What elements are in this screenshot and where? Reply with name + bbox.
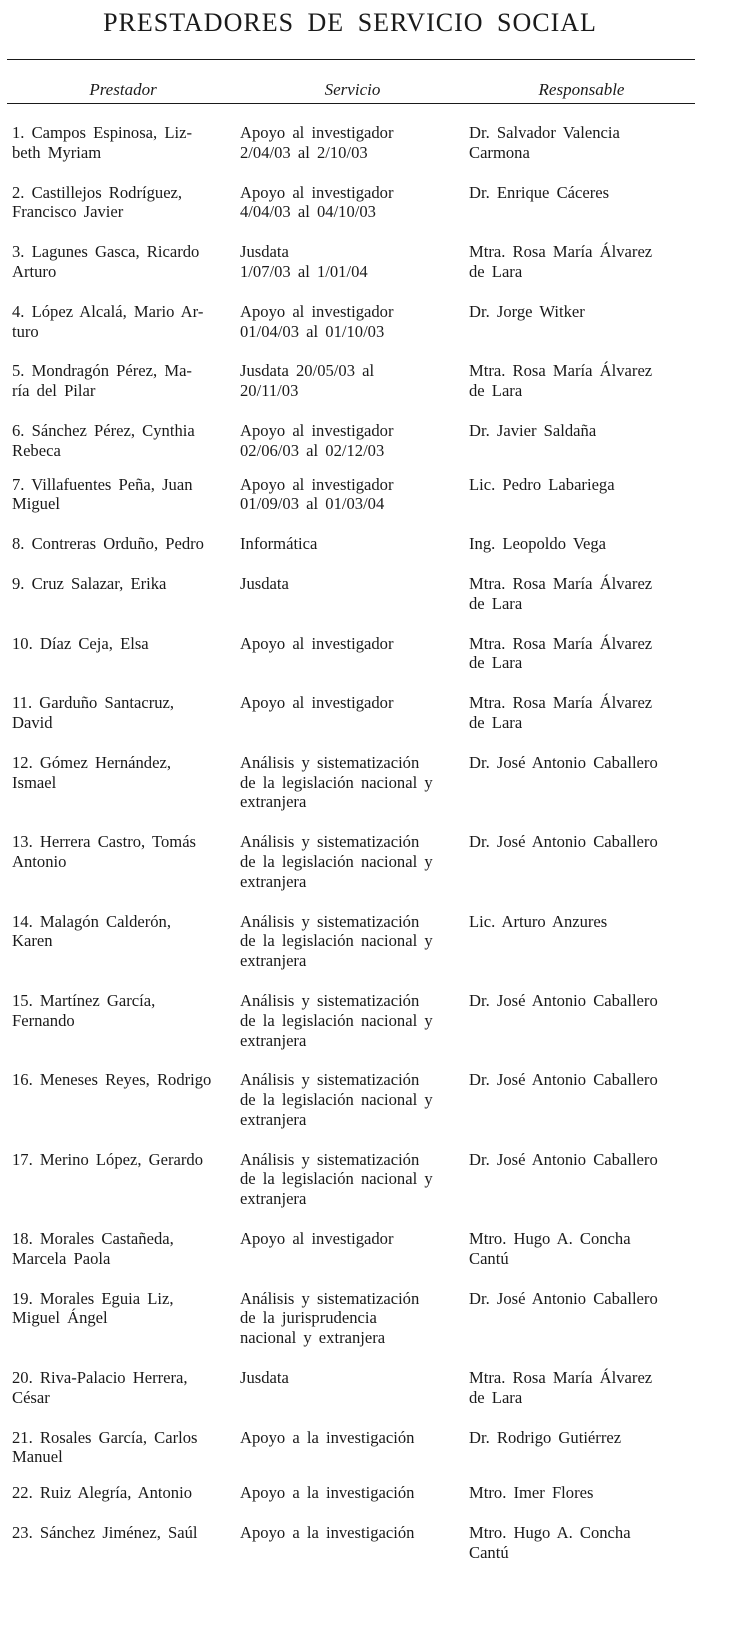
cell-prestador: 17. Merino López, Gerardo [12,1149,204,1169]
cell-prestador: 19. Morales Eguia Liz, Miguel Ángel [12,1288,174,1328]
table-row [0,123,735,163]
cell-responsable: Dr. Jorge Witker [469,301,585,321]
cell-servicio: Apoyo al investigador [240,1229,394,1249]
cell-servicio: Apoyo al investigador 01/09/03 al 01/03/04 [240,474,394,514]
table-row [0,832,735,891]
cell-responsable: Dr. José Antonio Caballero [469,752,658,772]
table-row [0,421,735,461]
cell-responsable: Dr. José Antonio Caballero [469,1288,658,1308]
cell-responsable: Mtra. Rosa María Álvarez de Lara [469,361,653,401]
cell-servicio: Apoyo al investigador 01/04/03 al 01/10/03 [240,301,394,341]
cell-prestador: 3. Lagunes Gasca, Ricardo Arturo [12,242,200,281]
cell-prestador: 16. Meneses Reyes, Rodrigo [12,1070,212,1090]
table-row [0,361,735,401]
table-row [0,693,735,733]
table-row [0,1229,735,1269]
cell-servicio: Jusdata [240,1368,289,1388]
cell-servicio: Jusdata 1/07/03 al 1/01/04 [240,242,368,281]
cell-prestador: 23. Sánchez Jiménez, Saúl [12,1523,198,1543]
column-header-prestador: Prestador [89,80,157,99]
table-row [0,991,735,1050]
cell-responsable: Dr. Javier Saldaña [469,420,597,440]
cell-servicio: Análisis y sistematización de la legislación nacional y extranjera [240,752,433,812]
cell-prestador: 22. Ruiz Alegría, Antonio [12,1483,192,1503]
table-row [0,753,735,812]
cell-servicio: Jusdata [240,573,289,593]
table-row [0,634,735,674]
cell-responsable: Mtro. Hugo A. Concha Cantú [469,1523,631,1562]
cell-prestador: 7. Villafuentes Peña, Juan Miguel [12,474,193,514]
cell-responsable: Dr. José Antonio Caballero [469,1070,658,1090]
cell-prestador: 5. Mondragón Pérez, Ma- ría del Pilar [12,361,192,401]
cell-prestador: 9. Cruz Salazar, Erika [12,573,167,593]
cell-responsable: Dr. Rodrigo Gutiérrez [469,1427,622,1447]
cell-responsable: Mtra. Rosa María Álvarez de Lara [469,693,653,732]
cell-servicio: Análisis y sistematización de la legislación nacional y extranjera [240,832,433,891]
cell-servicio: Jusdata 20/05/03 al 20/11/03 [240,361,375,401]
cell-responsable: Dr. José Antonio Caballero [469,1149,658,1169]
cell-responsable: Mtra. Rosa María Álvarez de Lara [469,1368,653,1407]
table-row [0,242,735,282]
cell-responsable: Mtro. Hugo A. Concha Cantú [469,1229,631,1268]
cell-responsable: Lic. Arturo Anzures [469,911,608,931]
column-header-responsable: Responsable [538,80,625,99]
cell-responsable: Dr. José Antonio Caballero [469,832,658,852]
table-row [0,475,735,515]
cell-servicio: Análisis y sistematización de la legislación nacional y extranjera [240,990,433,1050]
cell-prestador: 4. López Alcalá, Mario Ar- turo [12,301,204,341]
cell-prestador: 10. Díaz Ceja, Elsa [12,633,149,653]
header-rule [7,103,695,104]
cell-responsable: Mtra. Rosa María Álvarez de Lara [469,242,653,281]
cell-responsable: Dr. Enrique Cáceres [469,182,610,202]
table-row [0,302,735,342]
cell-servicio: Apoyo al investigador 2/04/03 al 2/10/03 [240,123,394,162]
cell-responsable: Mtra. Rosa María Álvarez de Lara [469,573,653,613]
column-header-servicio: Servicio [324,80,381,99]
cell-prestador: 15. Martínez García, Fernando [12,990,156,1030]
cell-servicio: Análisis y sistematización de la legislación nacional y extranjera [240,1149,433,1209]
cell-prestador: 20. Riva-Palacio Herrera, César [12,1368,188,1407]
table-row [0,574,735,614]
top-rule [7,59,695,60]
table-row [0,1150,735,1209]
cell-prestador: 8. Contreras Orduño, Pedro [12,534,204,554]
cell-servicio: Análisis y sistematización de la jurisprudencia nacional y extranjera [240,1288,420,1348]
cell-prestador: 21. Rosales García, Carlos Manuel [12,1427,198,1467]
cell-servicio: Apoyo a la investigación [240,1427,415,1447]
cell-responsable: Mtro. Imer Flores [469,1483,594,1503]
cell-prestador: 2. Castillejos Rodríguez, Francisco Javier [12,182,183,222]
cell-prestador: 14. Malagón Calderón, Karen [12,911,171,951]
table-row [0,1483,735,1503]
table-row [0,1428,735,1468]
cell-prestador: 18. Morales Castañeda, Marcela Paola [12,1229,174,1268]
cell-responsable: Dr. José Antonio Caballero [469,990,658,1010]
cell-servicio: Análisis y sistematización de la legislación nacional y extranjera [240,911,433,971]
cell-servicio: Apoyo al investigador [240,693,394,713]
table-body [0,123,735,1563]
table-row [0,1368,735,1408]
table-row [0,912,735,971]
cell-responsable: Ing. Leopoldo Vega [469,534,607,554]
cell-responsable: Mtra. Rosa María Álvarez de Lara [469,633,653,673]
cell-servicio: Apoyo al investigador 4/04/03 al 04/10/03 [240,182,394,222]
cell-servicio: Informática [240,534,318,554]
cell-prestador: 12. Gómez Hernández, Ismael [12,752,171,792]
cell-servicio: Apoyo al investigador [240,633,394,653]
cell-servicio: Apoyo a la investigación [240,1483,415,1503]
table-row [0,1523,735,1563]
cell-servicio: Análisis y sistematización de la legislación nacional y extranjera [240,1070,433,1129]
table-row [0,183,735,223]
table-row [0,534,735,554]
table-row [0,1289,735,1348]
table-row [0,1070,735,1129]
cell-servicio: Apoyo a la investigación [240,1523,415,1543]
cell-prestador: 6. Sánchez Pérez, Cynthia Rebeca [12,420,195,460]
cell-prestador: 13. Herrera Castro, Tomás Antonio [12,832,197,871]
cell-prestador: 1. Campos Espinosa, Liz- beth Myriam [12,123,192,162]
page-title: PRESTADORES DE SERVICIO SOCIAL [103,8,597,37]
cell-responsable: Dr. Salvador Valencia Carmona [469,123,620,162]
cell-servicio: Apoyo al investigador 02/06/03 al 02/12/03 [240,420,394,460]
cell-responsable: Lic. Pedro Labariega [469,474,615,494]
cell-prestador: 11. Garduño Santacruz, David [12,693,175,732]
